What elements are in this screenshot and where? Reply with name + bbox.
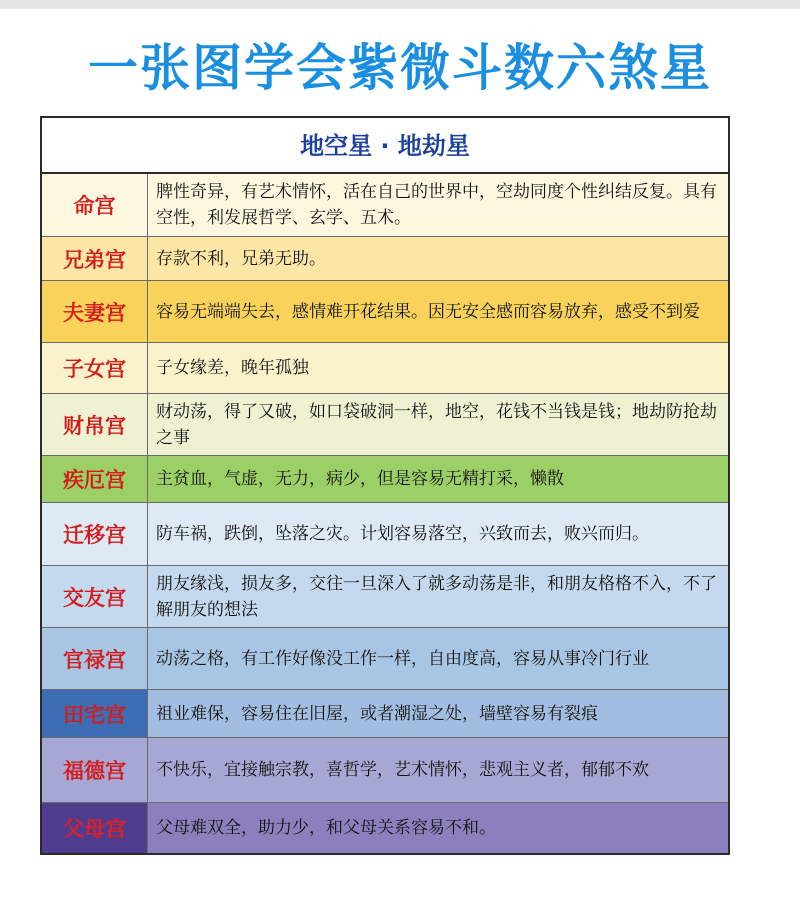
table-row	[42, 456, 728, 503]
palace-name: 福德宫	[42, 738, 148, 802]
table-row	[42, 281, 728, 343]
table-row	[42, 343, 728, 394]
page-title: 一张图学会紫微斗数六煞星	[88, 39, 712, 97]
palace-name: 官禄宫	[42, 628, 148, 689]
palace-name: 财帛宫	[42, 394, 148, 455]
palace-description: 子女缘差，晚年孤独	[156, 358, 309, 378]
table-row	[42, 503, 728, 566]
palace-name: 迁移宫	[42, 503, 148, 565]
palace-name: 夫妻宫	[42, 281, 148, 342]
table-row	[42, 628, 728, 690]
table-row	[42, 690, 728, 738]
table-body	[42, 174, 728, 853]
palace-name: 交友宫	[42, 566, 148, 627]
palace-description: 财动荡，得了又破，如口袋破洞一样，地空，花钱不当钱是钱；地劫防抢劫之事	[156, 401, 717, 448]
table-row	[42, 738, 728, 803]
palace-description: 容易无端端失去，感情难开花结果。因无安全感而容易放弃，感受不到爱	[156, 301, 700, 322]
star-table	[40, 116, 730, 855]
table-row	[42, 566, 728, 628]
palace-name: 子女宫	[42, 343, 148, 393]
palace-description: 防车祸，跌倒，坠落之灾。计划容易落空，兴致而去，败兴而归。	[156, 524, 649, 544]
top-strip	[0, 0, 800, 9]
palace-description: 祖业难保，容易住在旧屋，或者潮湿之处，墙壁容易有裂痕	[148, 690, 728, 737]
palace-description: 动荡之格，有工作好像没工作一样，自由度高，容易从事冷门行业	[156, 648, 649, 669]
palace-description: 不快乐，宜接触宗教，喜哲学，艺术情怀，悲观主义者，郁郁不欢	[156, 760, 649, 780]
palace-description: 父母难双全，助力少，和父母关系容易不和。	[148, 803, 728, 853]
palace-description: 脾性奇异，有艺术情怀，活在自己的世界中，空劫同度个性纠结反复。具有空性，利发展哲学、玄学、五术。	[156, 182, 717, 228]
table-row	[42, 803, 728, 853]
table-row	[42, 394, 728, 456]
palace-name: 疾厄宫	[42, 456, 148, 502]
palace-description: 存款不利，兄弟无助。	[156, 248, 326, 269]
palace-name: 兄弟宫	[42, 237, 148, 280]
palace-name: 父母宫	[42, 803, 148, 853]
palace-name: 田宅宫	[42, 690, 148, 737]
palace-name: 命宫	[42, 174, 148, 236]
palace-description: 朋友缘浅，损友多，交往一旦深入了就多动荡是非，和朋友格格不入，不了解朋友的想法	[156, 573, 717, 620]
table-row	[42, 237, 728, 281]
palace-description: 主贫血，气虚，无力，病少，但是容易无精打采，懒散	[156, 469, 564, 489]
table-header: 地空星 · 地劫星	[42, 118, 728, 174]
table-row	[42, 174, 728, 237]
